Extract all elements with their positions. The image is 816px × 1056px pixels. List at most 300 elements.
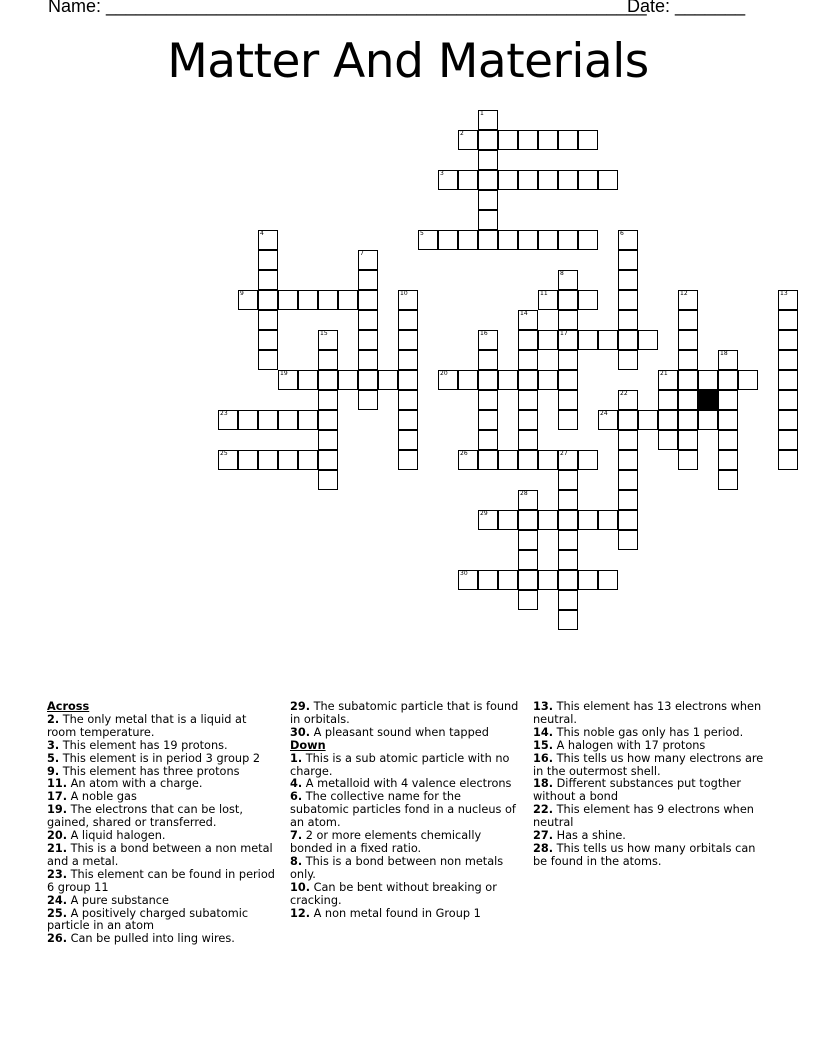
clue-item bbox=[47, 933, 279, 946]
grid-cell[interactable] bbox=[518, 510, 538, 530]
grid-cell[interactable] bbox=[558, 570, 578, 590]
clue-text: A pure substance bbox=[67, 893, 169, 907]
grid-cell[interactable] bbox=[318, 430, 338, 450]
grid-cell[interactable] bbox=[678, 450, 698, 470]
grid-cell[interactable] bbox=[558, 370, 578, 390]
grid-cell[interactable] bbox=[618, 430, 638, 450]
grid-cell[interactable] bbox=[318, 330, 338, 350]
clue-number: 17 bbox=[560, 330, 568, 337]
grid-cell[interactable] bbox=[258, 230, 278, 250]
grid-cell[interactable] bbox=[478, 410, 498, 430]
grid-cell[interactable] bbox=[478, 430, 498, 450]
grid-block bbox=[698, 390, 718, 410]
grid-cell[interactable] bbox=[398, 370, 418, 390]
grid-cell[interactable] bbox=[618, 270, 638, 290]
grid-cell[interactable] bbox=[678, 350, 698, 370]
clue-number: 12 bbox=[680, 290, 688, 297]
grid-cell[interactable] bbox=[498, 510, 518, 530]
clue-item bbox=[533, 753, 765, 779]
clue-item bbox=[290, 908, 522, 921]
clue-text: This is a sub atomic particle with no charge. bbox=[290, 751, 510, 778]
clue-number-label: 22. bbox=[533, 803, 554, 817]
grid-cell[interactable] bbox=[558, 410, 578, 430]
clue-number-label: 14. bbox=[533, 725, 554, 739]
across-heading: Across bbox=[47, 700, 90, 713]
grid-cell[interactable] bbox=[318, 470, 338, 490]
clue-text: A liquid halogen. bbox=[67, 829, 166, 843]
clue-number: 25 bbox=[220, 450, 228, 457]
page-title: Matter And Materials bbox=[167, 34, 649, 89]
clue-number: 15 bbox=[320, 330, 328, 337]
date-field-label: Date: _______ bbox=[627, 0, 746, 16]
clue-item bbox=[47, 714, 279, 740]
clue-number: 7 bbox=[360, 250, 364, 257]
grid-cell[interactable] bbox=[298, 450, 318, 470]
grid-cell[interactable] bbox=[458, 370, 478, 390]
clue-number-label: 13. bbox=[533, 700, 554, 713]
grid-cell[interactable] bbox=[778, 390, 798, 410]
grid-cell[interactable] bbox=[398, 390, 418, 410]
grid-cell[interactable] bbox=[258, 330, 278, 350]
grid-cell[interactable] bbox=[398, 450, 418, 470]
grid-cell[interactable] bbox=[538, 290, 558, 310]
grid-cell[interactable] bbox=[278, 450, 298, 470]
grid-cell[interactable] bbox=[678, 370, 698, 390]
grid-cell[interactable] bbox=[358, 330, 378, 350]
grid-cell[interactable] bbox=[458, 130, 478, 150]
clue-number-label: 7. bbox=[290, 829, 303, 843]
across-clue-list-continued bbox=[290, 701, 522, 740]
grid-cell[interactable] bbox=[518, 350, 538, 370]
grid-cell[interactable] bbox=[538, 230, 558, 250]
grid-cell[interactable] bbox=[778, 290, 798, 310]
grid-cell[interactable] bbox=[318, 370, 338, 390]
grid-cell[interactable] bbox=[718, 370, 738, 390]
grid-cell[interactable] bbox=[478, 510, 498, 530]
grid-cell[interactable] bbox=[538, 170, 558, 190]
grid-cell[interactable] bbox=[618, 450, 638, 470]
grid-cell[interactable] bbox=[618, 390, 638, 410]
clue-number: 18 bbox=[720, 350, 728, 357]
grid-cell[interactable] bbox=[618, 250, 638, 270]
grid-cell[interactable] bbox=[678, 290, 698, 310]
grid-cell[interactable] bbox=[258, 270, 278, 290]
grid-cell[interactable] bbox=[478, 130, 498, 150]
grid-cell[interactable] bbox=[458, 230, 478, 250]
grid-cell[interactable] bbox=[558, 470, 578, 490]
grid-cell[interactable] bbox=[478, 390, 498, 410]
clue-number: 1 bbox=[480, 110, 484, 117]
clue-number-label: 27. bbox=[533, 829, 554, 843]
grid-cell[interactable] bbox=[678, 390, 698, 410]
clues-column-2 bbox=[290, 701, 522, 920]
grid-cell[interactable] bbox=[218, 410, 238, 430]
grid-cell[interactable] bbox=[538, 450, 558, 470]
clue-number-label: 10. bbox=[290, 880, 311, 894]
grid-cell[interactable] bbox=[458, 570, 478, 590]
clue-number: 19 bbox=[280, 370, 288, 377]
clue-number-label: 12. bbox=[290, 906, 311, 920]
clue-number: 26 bbox=[460, 450, 468, 457]
grid-cell[interactable] bbox=[618, 530, 638, 550]
clue-item bbox=[290, 701, 522, 727]
clue-number: 4 bbox=[260, 230, 264, 237]
grid-cell[interactable] bbox=[518, 370, 538, 390]
grid-cell[interactable] bbox=[498, 450, 518, 470]
name-field-label: Name: ______________________________________________________ bbox=[48, 0, 647, 16]
clue-number: 29 bbox=[480, 510, 488, 517]
clue-number-label: 29. bbox=[290, 700, 311, 713]
grid-cell[interactable] bbox=[318, 350, 338, 370]
grid-cell[interactable] bbox=[598, 570, 618, 590]
grid-cell[interactable] bbox=[558, 330, 578, 350]
clue-text: The electrons that can be lost, gained, shared or transferred. bbox=[47, 803, 243, 830]
grid-cell[interactable] bbox=[778, 370, 798, 390]
grid-cell[interactable] bbox=[358, 390, 378, 410]
grid-cell[interactable] bbox=[778, 310, 798, 330]
grid-cell[interactable] bbox=[598, 330, 618, 350]
grid-cell[interactable] bbox=[718, 430, 738, 450]
grid-cell[interactable] bbox=[518, 310, 538, 330]
clue-text: This element has 9 electrons when neutral bbox=[533, 803, 754, 830]
grid-cell[interactable] bbox=[478, 170, 498, 190]
grid-cell[interactable] bbox=[558, 230, 578, 250]
grid-cell[interactable] bbox=[558, 490, 578, 510]
grid-cell[interactable] bbox=[258, 250, 278, 270]
clue-text: This element has three protons bbox=[59, 764, 240, 778]
clue-item bbox=[533, 701, 765, 727]
clue-text: This element can be found in period 6 group 11 bbox=[47, 867, 275, 894]
grid-cell[interactable] bbox=[778, 330, 798, 350]
clue-number-label: 20. bbox=[47, 829, 68, 843]
grid-cell[interactable] bbox=[658, 430, 678, 450]
clue-text: The subatomic particle that is found in orbitals. bbox=[290, 700, 519, 726]
clue-number-label: 15. bbox=[533, 738, 554, 752]
grid-cell[interactable] bbox=[518, 170, 538, 190]
grid-cell[interactable] bbox=[478, 570, 498, 590]
grid-cell[interactable] bbox=[358, 350, 378, 370]
grid-cell[interactable] bbox=[298, 410, 318, 430]
clue-number: 5 bbox=[420, 230, 424, 237]
grid-cell[interactable] bbox=[618, 290, 638, 310]
clue-text: The collective name for the subatomic particles fond in a nucleus of an atom. bbox=[290, 790, 516, 830]
clue-item bbox=[533, 778, 765, 804]
grid-cell[interactable] bbox=[358, 250, 378, 270]
grid-cell[interactable] bbox=[718, 470, 738, 490]
grid-cell[interactable] bbox=[498, 170, 518, 190]
clue-number: 21 bbox=[660, 370, 668, 377]
grid-cell[interactable] bbox=[238, 290, 258, 310]
grid-cell[interactable] bbox=[618, 490, 638, 510]
clue-text: An atom with a charge. bbox=[67, 777, 203, 791]
clue-number-label: 25. bbox=[47, 906, 68, 920]
clue-number-label: 9. bbox=[47, 764, 60, 778]
grid-cell[interactable] bbox=[478, 210, 498, 230]
clue-number: 24 bbox=[600, 410, 608, 417]
grid-cell[interactable] bbox=[518, 430, 538, 450]
clue-number: 30 bbox=[460, 570, 468, 577]
grid-cell[interactable] bbox=[578, 290, 598, 310]
clue-number-label: 17. bbox=[47, 790, 68, 804]
clue-text: This element has 19 protons. bbox=[59, 738, 228, 752]
clue-number-label: 24. bbox=[47, 893, 68, 907]
grid-cell[interactable] bbox=[518, 230, 538, 250]
clue-number-label: 5. bbox=[47, 751, 60, 765]
grid-cell[interactable] bbox=[618, 350, 638, 370]
grid-cell[interactable] bbox=[398, 310, 418, 330]
grid-cell[interactable] bbox=[578, 570, 598, 590]
grid-cell[interactable] bbox=[478, 110, 498, 130]
grid-cell[interactable] bbox=[618, 230, 638, 250]
grid-cell[interactable] bbox=[258, 450, 278, 470]
grid-cell[interactable] bbox=[378, 370, 398, 390]
grid-cell[interactable] bbox=[658, 410, 678, 430]
grid-cell[interactable] bbox=[498, 130, 518, 150]
grid-cell[interactable] bbox=[598, 170, 618, 190]
grid-cell[interactable] bbox=[278, 370, 298, 390]
grid-cell[interactable] bbox=[358, 310, 378, 330]
grid-cell[interactable] bbox=[558, 450, 578, 470]
grid-cell[interactable] bbox=[518, 410, 538, 430]
grid-cell[interactable] bbox=[338, 290, 358, 310]
grid-cell[interactable] bbox=[578, 510, 598, 530]
grid-cell[interactable] bbox=[598, 410, 618, 430]
grid-cell[interactable] bbox=[718, 450, 738, 470]
grid-cell[interactable] bbox=[578, 230, 598, 250]
clue-number: 28 bbox=[520, 490, 528, 497]
grid-cell[interactable] bbox=[478, 230, 498, 250]
grid-cell[interactable] bbox=[778, 350, 798, 370]
grid-cell[interactable] bbox=[398, 330, 418, 350]
clue-text: This element is in period 3 group 2 bbox=[59, 751, 261, 765]
clue-text: Has a shine. bbox=[553, 829, 626, 843]
grid-cell[interactable] bbox=[258, 350, 278, 370]
clue-text: Can be bent without breaking or cracking. bbox=[290, 880, 497, 907]
grid-cell[interactable] bbox=[538, 130, 558, 150]
grid-cell[interactable] bbox=[678, 430, 698, 450]
grid-cell[interactable] bbox=[318, 410, 338, 430]
grid-cell[interactable] bbox=[498, 570, 518, 590]
grid-cell[interactable] bbox=[438, 370, 458, 390]
clues-column-1 bbox=[47, 701, 279, 946]
grid-cell[interactable] bbox=[578, 330, 598, 350]
clue-number-label: 1. bbox=[290, 751, 303, 765]
grid-cell[interactable] bbox=[538, 370, 558, 390]
clue-number: 13 bbox=[780, 290, 788, 297]
grid-cell[interactable] bbox=[518, 490, 538, 510]
clue-item bbox=[290, 882, 522, 908]
clue-text: Can be pulled into ling wires. bbox=[67, 932, 235, 946]
across-clue-list bbox=[47, 714, 279, 946]
grid-cell[interactable] bbox=[398, 290, 418, 310]
grid-cell[interactable] bbox=[558, 270, 578, 290]
grid-cell[interactable] bbox=[638, 410, 658, 430]
grid-cell[interactable] bbox=[698, 370, 718, 390]
grid-cell[interactable] bbox=[578, 450, 598, 470]
clue-number: 14 bbox=[520, 310, 528, 317]
clue-text: Different substances put togther without a bond bbox=[533, 777, 742, 804]
grid-cell[interactable] bbox=[678, 330, 698, 350]
grid-cell[interactable] bbox=[438, 230, 458, 250]
clue-item bbox=[290, 753, 522, 779]
clue-text: The only metal that is a liquid at room temperature. bbox=[47, 712, 247, 739]
clue-number: 9 bbox=[240, 290, 244, 297]
clue-item bbox=[47, 843, 279, 869]
clue-number-label: 11. bbox=[47, 777, 68, 791]
clue-text: This tells us how many orbitals can be found in the atoms. bbox=[533, 841, 756, 868]
grid-cell[interactable] bbox=[678, 410, 698, 430]
grid-cell[interactable] bbox=[578, 130, 598, 150]
clue-text: A noble gas bbox=[67, 790, 137, 804]
clue-number-label: 8. bbox=[290, 854, 303, 868]
grid-cell[interactable] bbox=[498, 230, 518, 250]
clue-text: 2 or more elements chemically bonded in a fixed ratio. bbox=[290, 829, 482, 855]
grid-cell[interactable] bbox=[518, 330, 538, 350]
grid-cell[interactable] bbox=[558, 550, 578, 570]
grid-cell[interactable] bbox=[558, 130, 578, 150]
grid-cell[interactable] bbox=[518, 530, 538, 550]
clue-text: A metalloid with 4 valence electrons bbox=[302, 777, 512, 791]
grid-cell[interactable] bbox=[738, 370, 758, 390]
grid-cell[interactable] bbox=[258, 410, 278, 430]
grid-cell[interactable] bbox=[478, 330, 498, 350]
grid-cell[interactable] bbox=[438, 170, 458, 190]
grid-cell[interactable] bbox=[618, 510, 638, 530]
clue-text: A halogen with 17 protons bbox=[553, 738, 706, 752]
clue-text: A pleasant sound when tapped bbox=[310, 725, 489, 739]
clue-number-label: 19. bbox=[47, 803, 68, 817]
grid-cell[interactable] bbox=[478, 190, 498, 210]
clue-item bbox=[47, 804, 279, 830]
clue-number: 2 bbox=[460, 130, 464, 137]
grid-cell[interactable] bbox=[318, 290, 338, 310]
grid-cell[interactable] bbox=[518, 130, 538, 150]
grid-cell[interactable] bbox=[558, 290, 578, 310]
grid-cell[interactable] bbox=[258, 290, 278, 310]
grid-cell[interactable] bbox=[718, 350, 738, 370]
grid-cell[interactable] bbox=[398, 350, 418, 370]
down-clue-list-continued bbox=[533, 701, 765, 869]
grid-cell[interactable] bbox=[358, 370, 378, 390]
grid-cell[interactable] bbox=[778, 410, 798, 430]
grid-cell[interactable] bbox=[778, 450, 798, 470]
grid-cell[interactable] bbox=[398, 410, 418, 430]
grid-cell[interactable] bbox=[478, 150, 498, 170]
clue-text: This is a bond between non metals only. bbox=[290, 854, 504, 881]
grid-cell[interactable] bbox=[218, 450, 238, 470]
grid-cell[interactable] bbox=[518, 590, 538, 610]
clue-number-label: 23. bbox=[47, 867, 68, 881]
grid-cell[interactable] bbox=[538, 330, 558, 350]
grid-cell[interactable] bbox=[778, 430, 798, 450]
grid-cell[interactable] bbox=[518, 550, 538, 570]
grid-cell[interactable] bbox=[558, 350, 578, 370]
grid-cell[interactable] bbox=[558, 610, 578, 630]
clue-number-label: 3. bbox=[47, 738, 60, 752]
grid-cell[interactable] bbox=[678, 310, 698, 330]
grid-cell[interactable] bbox=[558, 510, 578, 530]
grid-cell[interactable] bbox=[698, 410, 718, 430]
clue-item bbox=[290, 727, 522, 740]
grid-cell[interactable] bbox=[498, 370, 518, 390]
grid-cell[interactable] bbox=[318, 450, 338, 470]
grid-cell[interactable] bbox=[518, 390, 538, 410]
grid-cell[interactable] bbox=[478, 370, 498, 390]
grid-cell[interactable] bbox=[558, 390, 578, 410]
grid-cell[interactable] bbox=[558, 530, 578, 550]
clue-text: This tells us how many electrons are in the outermost shell. bbox=[533, 751, 764, 778]
clue-number-label: 30. bbox=[290, 725, 311, 739]
clue-number: 11 bbox=[540, 290, 548, 297]
grid-cell[interactable] bbox=[578, 170, 598, 190]
clue-text: This is a bond between a non metal and a metal. bbox=[47, 841, 273, 868]
grid-cell[interactable] bbox=[238, 410, 258, 430]
grid-cell[interactable] bbox=[358, 270, 378, 290]
grid-cell[interactable] bbox=[358, 290, 378, 310]
grid-cell[interactable] bbox=[658, 390, 678, 410]
clue-item bbox=[290, 830, 522, 856]
clue-item bbox=[290, 856, 522, 882]
grid-cell[interactable] bbox=[558, 590, 578, 610]
grid-cell[interactable] bbox=[598, 510, 618, 530]
clue-number-label: 6. bbox=[290, 790, 303, 804]
grid-cell[interactable] bbox=[558, 170, 578, 190]
clue-text: This noble gas only has 1 period. bbox=[553, 725, 744, 739]
clue-item bbox=[47, 869, 279, 895]
clue-number-label: 16. bbox=[533, 751, 554, 765]
grid-cell[interactable] bbox=[478, 450, 498, 470]
grid-cell[interactable] bbox=[618, 330, 638, 350]
grid-cell[interactable] bbox=[458, 450, 478, 470]
grid-cell[interactable] bbox=[338, 370, 358, 390]
grid-cell[interactable] bbox=[278, 410, 298, 430]
grid-cell[interactable] bbox=[638, 330, 658, 350]
grid-cell[interactable] bbox=[298, 370, 318, 390]
grid-cell[interactable] bbox=[258, 310, 278, 330]
clue-item bbox=[533, 843, 765, 869]
clue-number: 16 bbox=[480, 330, 488, 337]
grid-cell[interactable] bbox=[518, 570, 538, 590]
grid-cell[interactable] bbox=[538, 510, 558, 530]
grid-cell[interactable] bbox=[478, 350, 498, 370]
grid-cell[interactable] bbox=[318, 390, 338, 410]
clues-column-3 bbox=[533, 701, 765, 869]
grid-cell[interactable] bbox=[618, 410, 638, 430]
grid-cell[interactable] bbox=[418, 230, 438, 250]
grid-cell[interactable] bbox=[718, 390, 738, 410]
clue-number: 20 bbox=[440, 370, 448, 377]
clue-text: This element has 13 electrons when neutral. bbox=[533, 700, 762, 726]
grid-cell[interactable] bbox=[558, 310, 578, 330]
grid-cell[interactable] bbox=[618, 310, 638, 330]
grid-cell[interactable] bbox=[538, 570, 558, 590]
grid-cell[interactable] bbox=[278, 290, 298, 310]
clue-number-label: 18. bbox=[533, 777, 554, 791]
clue-number: 10 bbox=[400, 290, 408, 297]
clue-number-label: 28. bbox=[533, 841, 554, 855]
grid-cell[interactable] bbox=[718, 410, 738, 430]
clue-number: 3 bbox=[440, 170, 444, 177]
grid-cell[interactable] bbox=[658, 370, 678, 390]
grid-cell[interactable] bbox=[238, 450, 258, 470]
grid-cell[interactable] bbox=[398, 430, 418, 450]
grid-cell[interactable] bbox=[298, 290, 318, 310]
grid-cell[interactable] bbox=[458, 170, 478, 190]
clue-number-label: 21. bbox=[47, 841, 68, 855]
grid-cell[interactable] bbox=[518, 450, 538, 470]
clue-number-label: 26. bbox=[47, 932, 68, 946]
grid-cell[interactable] bbox=[618, 470, 638, 490]
